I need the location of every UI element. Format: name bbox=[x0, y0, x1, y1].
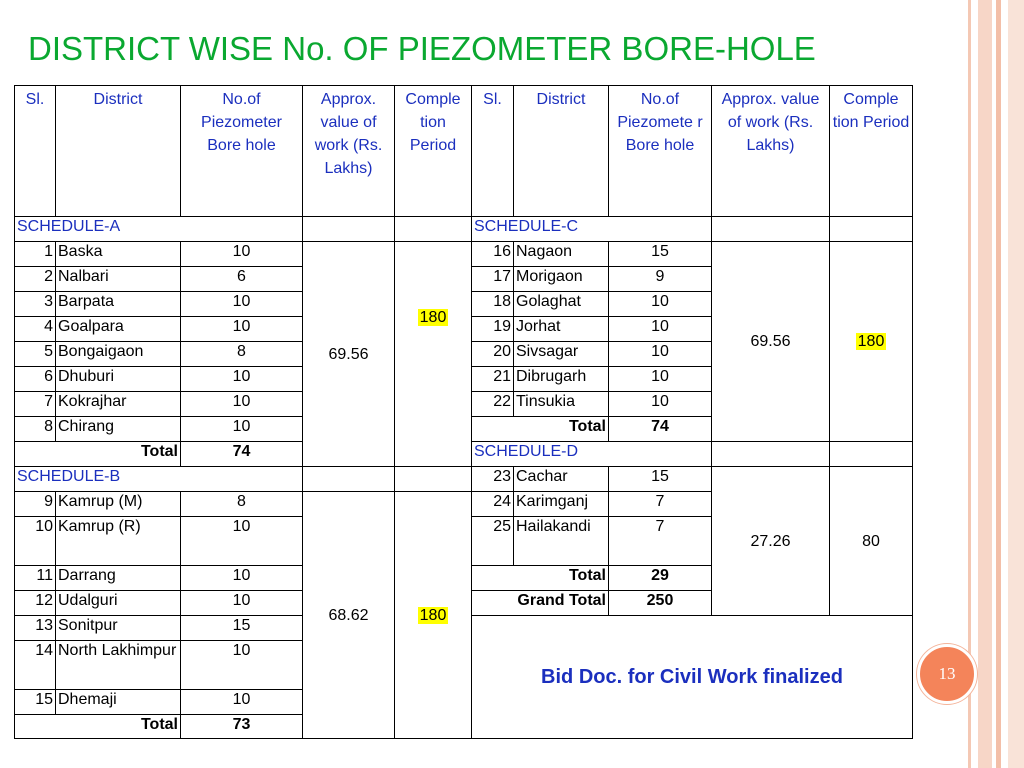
decor-stripe bbox=[978, 0, 992, 768]
grand-total-count: 250 bbox=[609, 591, 712, 616]
table-row: 3 Barpata 10 18 Golaghat 10 bbox=[15, 292, 913, 317]
schedule-b-label: SCHEDULE-B bbox=[15, 467, 303, 492]
table-row: 15 Dhemaji 10 bbox=[15, 690, 913, 715]
header-count: No.of Piezometer Bore hole bbox=[181, 86, 303, 217]
schedule-b-total: 73 bbox=[181, 715, 303, 739]
table-row: SCHEDULE-B 23 Cachar 15 27.26 80 bbox=[15, 467, 913, 492]
schedule-a-label: SCHEDULE-A bbox=[15, 217, 303, 242]
table-row: 14 North Lakhimpur 10 bbox=[15, 641, 913, 690]
table-row: 8 Chirang 10 Total 74 bbox=[15, 417, 913, 442]
header-approx: Approx. value of work (Rs. Lakhs) bbox=[712, 86, 830, 217]
table-row bbox=[15, 217, 913, 242]
header-period: Comple tion Period bbox=[830, 86, 913, 217]
slide-title: DISTRICT WISE No. OF PIEZOMETER BORE-HOLE bbox=[28, 30, 816, 67]
table-row: 7 Kokrajhar 10 22 Tinsukia 10 bbox=[15, 392, 913, 417]
bid-doc-note: Bid Doc. for Civil Work finalized bbox=[472, 616, 913, 739]
decor-stripe bbox=[1008, 0, 1024, 768]
schedule-d-total-label: Total bbox=[472, 566, 609, 591]
page-number-badge: 13 bbox=[917, 644, 977, 704]
schedule-d-approx: 27.26 bbox=[712, 467, 830, 616]
table-row: 10 Kamrup (R) 10 25 Hailakandi 7 bbox=[15, 517, 913, 566]
schedule-a-total-label: Total bbox=[15, 442, 181, 467]
piezometer-table bbox=[14, 85, 913, 739]
header-district: District bbox=[514, 86, 609, 217]
table-row: 1 Baska 10 69.56 180 16 Nagaon 15 69.56 180 bbox=[15, 242, 913, 267]
table-row: 5 Bongaigaon 8 20 Sivsagar 10 bbox=[15, 342, 913, 367]
table-row: 13 Sonitpur 15 Bid Doc. for Civil Work finalized bbox=[15, 616, 913, 641]
decor-stripe bbox=[996, 0, 1001, 768]
schedule-c-total: 74 bbox=[609, 417, 712, 442]
table-row: 9 Kamrup (M) 8 68.62 180 24 Karimganj 7 bbox=[15, 492, 913, 517]
schedule-a-period: 180 bbox=[395, 242, 472, 467]
schedule-a-total: 74 bbox=[181, 442, 303, 467]
table-header-row bbox=[15, 86, 913, 217]
table-row: 2 Nalbari 6 17 Morigaon 9 bbox=[15, 267, 913, 292]
schedule-d-period: 80 bbox=[830, 467, 913, 616]
schedule-a-approx: 69.56 bbox=[303, 242, 395, 467]
table-row: 11 Darrang 10 Total 29 bbox=[15, 566, 913, 591]
grand-total-label: Grand Total bbox=[472, 591, 609, 616]
table-row: 4 Goalpara 10 19 Jorhat 10 bbox=[15, 317, 913, 342]
header-sl: Sl. bbox=[472, 86, 514, 217]
schedule-c-period: 180 bbox=[830, 242, 913, 442]
table-row: 6 Dhuburi 10 21 Dibrugarh 10 bbox=[15, 367, 913, 392]
schedule-d-total: 29 bbox=[609, 566, 712, 591]
schedule-c-label: SCHEDULE-C bbox=[472, 217, 712, 242]
table-row: 12 Udalguri 10 Grand Total 250 bbox=[15, 591, 913, 616]
schedule-c-total-label: Total bbox=[472, 417, 609, 442]
header-count: No.of Piezomete r Bore hole bbox=[609, 86, 712, 217]
header-approx: Approx. value of work (Rs. Lakhs) bbox=[303, 86, 395, 217]
schedule-c-approx: 69.56 bbox=[712, 242, 830, 442]
header-sl: Sl. bbox=[15, 86, 56, 217]
schedule-d-label: SCHEDULE-D bbox=[472, 442, 712, 467]
header-period: Comple tion Period bbox=[395, 86, 472, 217]
header-district: District bbox=[56, 86, 181, 217]
schedule-b-approx: 68.62 bbox=[303, 492, 395, 739]
schedule-b-period: 180 bbox=[395, 492, 472, 739]
schedule-b-total-label: Total bbox=[15, 715, 181, 739]
